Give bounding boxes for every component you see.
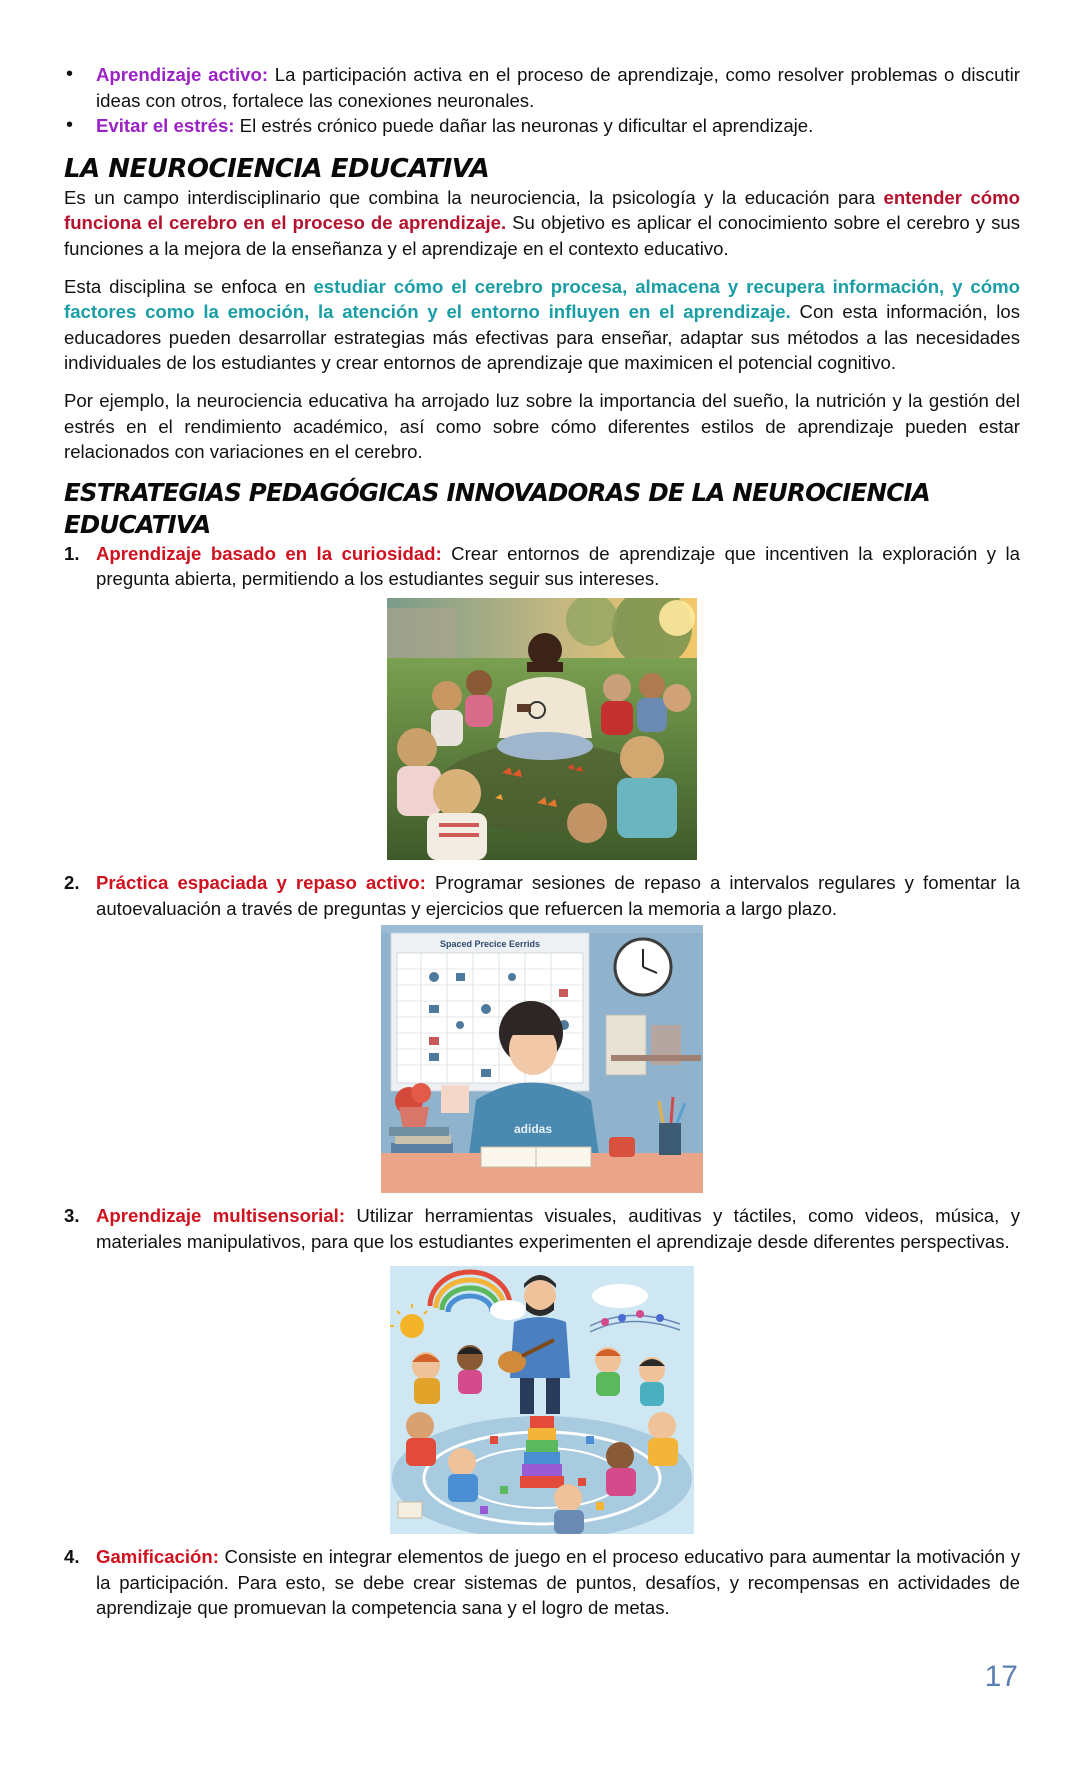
item-term: Aprendizaje basado en la curiosidad: [96,542,442,564]
strategy-item-repaso [64,870,1020,921]
bullet-list [64,62,1020,139]
item-text: Crear entornos de aprendizaje que incentiven la exploración y la pregunta abierta, permitiendo a los estudiantes seguir sus intereses. [96,542,1020,590]
section-heading-estrategias: ESTRATEGIAS PEDAGÓGICAS INNOVADORAS DE LA NEUROCIENCIA EDUCATIVA [64,477,930,539]
strategy-list [64,870,1020,921]
bullet-text: El estrés crónico puede dañar las neuronas y dificultar el aprendizaje. [234,115,814,137]
item-number: 1. [64,542,80,564]
section-heading-neurociencia: LA NEUROCIENCIA EDUCATIVA [64,153,490,184]
paragraph-definition [64,185,1020,262]
list-item [64,62,1020,113]
poster-title: Spaced Precice Eerrids [439,939,541,950]
strategy-item-multisensorial [64,1203,1020,1254]
item-term: Gamificación: [96,1546,219,1568]
paragraph-focus [64,274,1020,376]
item-term: Aprendizaje multisensorial: [96,1205,346,1227]
item-text: Utilizar herramientas visuales, auditivas y táctiles, como videos, música, y materiales manipulativos, para que los estudiantes experimenten el aprendizaje desde diferentes perspectivas. [96,1205,1020,1252]
bullet-term: Evitar el estrés: [96,115,235,137]
paragraph-highlight: estudiar cómo el cerebro procesa, almacena y recupera información, y cómo factores como la emoción, la atención y el entorno influyen en el aprendizaje. [64,275,1020,323]
strategy-list [64,541,1020,592]
item-number: 4. [64,1546,80,1568]
strategy-list [64,1203,1020,1254]
page-content [64,62,1020,1621]
multisensory-image [390,1266,694,1534]
curiosity-outdoor-image [387,598,697,860]
paragraph-text: Esta disciplina se enfoca en [64,275,314,297]
paragraph-highlight: entender cómo funciona el cerebro en el proceso de aprendizaje. [64,186,1021,234]
item-number: 2. [64,871,80,893]
paragraph-text: Es un campo interdisciplinario que combina la neurociencia, la psicología y la educación para [64,186,884,208]
item-text: Programar sesiones de repaso a intervalos regulares y fomentar la autoevaluación a través de preguntas y ejercicios que refuercen la memoria a largo plazo. [96,871,1020,919]
bullet-term: Aprendizaje activo: [96,64,269,85]
strategy-item-gamificacion [64,1544,1020,1621]
item-number: 3. [64,1205,80,1227]
paragraph-example: Por ejemplo, la neurociencia educativa ha arrojado luz sobre la importancia del sueño, la nutrición y la gestión del estrés en el rendimiento académico, así como sobre cómo diferentes estilos de aprendizaje pueden estar relacionados con variaciones en el cerebro. [64,389,1020,463]
strategy-item-curiosidad [64,541,1020,592]
paragraph-text: Su objetivo es aplicar el conocimiento sobre el cerebro y sus funciones a la mejora de la enseñanza y el aprendizaje en el contexto educativo. [64,212,1021,259]
paragraph-text: Con esta información, los educadores pueden desarrollar estrategias más efectivas para enseñar, adaptar sus métodos a las necesidades individuales de los estudiantes y crear entornos de aprendizaje que maximicen el potencial cognitivo. [64,301,1020,374]
sweater-logo: adidas [513,1122,553,1137]
item-term: Práctica espaciada y repaso activo: [96,871,426,893]
item-text: Consiste en integrar elementos de juego en el proceso educativo para aumentar la motivación y la participación. Para esto, se debe crear sistemas de puntos, desafíos, y recompensas en actividades de aprendizaje que promuevan la competencia sana y el logro de metas. [96,1546,1020,1619]
strategy-list [64,1544,1020,1621]
spaced-practice-image [381,925,703,1193]
page-number: 17 [984,1660,1018,1693]
list-item [64,113,1020,139]
bullet-text: La participación activa en el proceso de aprendizaje, como resolver problemas o discutir ideas con otros, fortalece las conexiones neuronales. [96,64,1020,111]
